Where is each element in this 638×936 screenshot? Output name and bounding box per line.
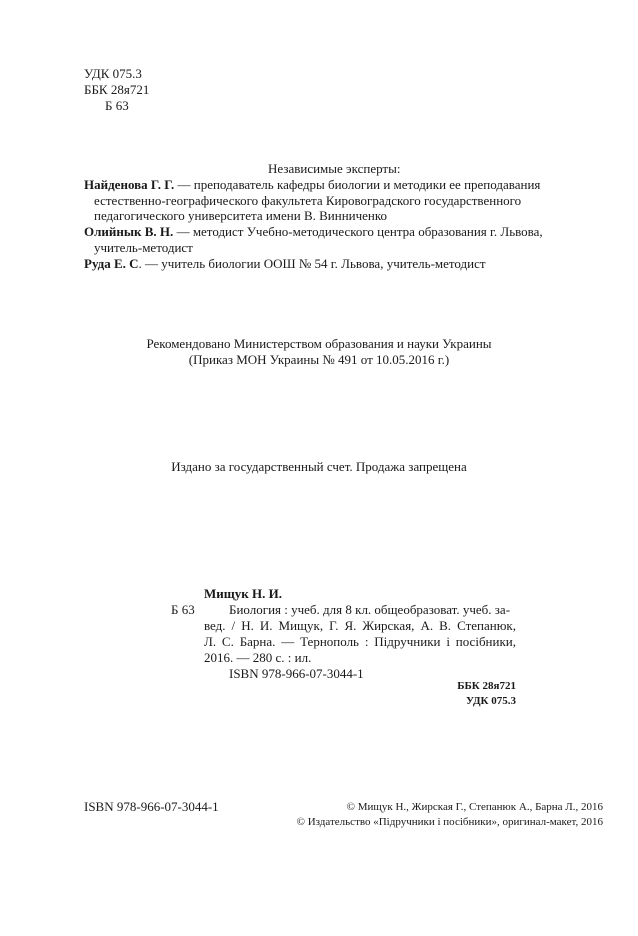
expert-desc-line: естественно-географического факультета Кировоградского государственного [94, 193, 522, 208]
footer-isbn: ISBN 978-966-07-3044-1 [84, 799, 219, 814]
state-funding-notice: Издано за государственный счет. Продажа запрещена [171, 459, 467, 474]
experts-heading: Независимые эксперты: [268, 161, 401, 176]
copyright-authors: © Мищук Н., Жирская Г., Степанюк А., Барна Л., 2016 [346, 801, 603, 813]
catalog-isbn: ISBN 978-966-07-3044-1 [229, 666, 364, 681]
catalog-line: вед. / Н. И. Мищук, Г. Я. Жирская, А. В. Степанюк, [204, 618, 516, 633]
udk-code: УДК 075.3 [84, 66, 142, 81]
expert-name: Олийнык В. Н. [84, 224, 174, 239]
catalog-line: 2016. — 280 с. : ил. [204, 650, 312, 665]
expert-name: Руда Е. С [84, 256, 139, 271]
catalog-line: Биология : учеб. для 8 кл. общеобразоват. учеб. за- [229, 602, 511, 617]
expert-entry-2 [84, 224, 543, 239]
expert-desc: . — учитель биологии ООШ № 54 г. Львова, учитель-методист [138, 256, 486, 271]
expert-entry-3 [84, 256, 486, 271]
recommendation-line-2: (Приказ МОН Украины № 491 от 10.05.2016 г.) [188, 352, 450, 367]
catalog-code: Б 63 [171, 602, 195, 617]
author-sign-code: Б 63 [105, 98, 129, 113]
bbk-code: ББК 28я721 [84, 82, 150, 97]
expert-name: Найденова Г. Г. [84, 177, 175, 192]
catalog-bbk: ББК 28я721 [457, 680, 516, 692]
expert-entry-1 [84, 177, 540, 192]
catalog-line: Л. С. Барна. — Тернополь : Підручники і посібники, [204, 634, 516, 649]
expert-desc-line: педагогического университета имени В. Винниченко [94, 208, 388, 223]
expert-desc-line: учитель-методист [94, 240, 193, 255]
catalog-udk: УДК 075.3 [465, 695, 516, 707]
catalog-author: Мищук Н. И. [204, 586, 282, 601]
expert-desc: — преподаватель кафедры биологии и методики ее преподавания [177, 177, 541, 192]
copyright-publisher: © Издательство «Підручники і посібники», оригинал-макет, 2016 [296, 816, 603, 828]
expert-desc: — методист Учебно-методического центра образования г. Львова, [176, 224, 543, 239]
recommendation-line-1: Рекомендовано Министерством образования и науки Украины [146, 336, 492, 351]
